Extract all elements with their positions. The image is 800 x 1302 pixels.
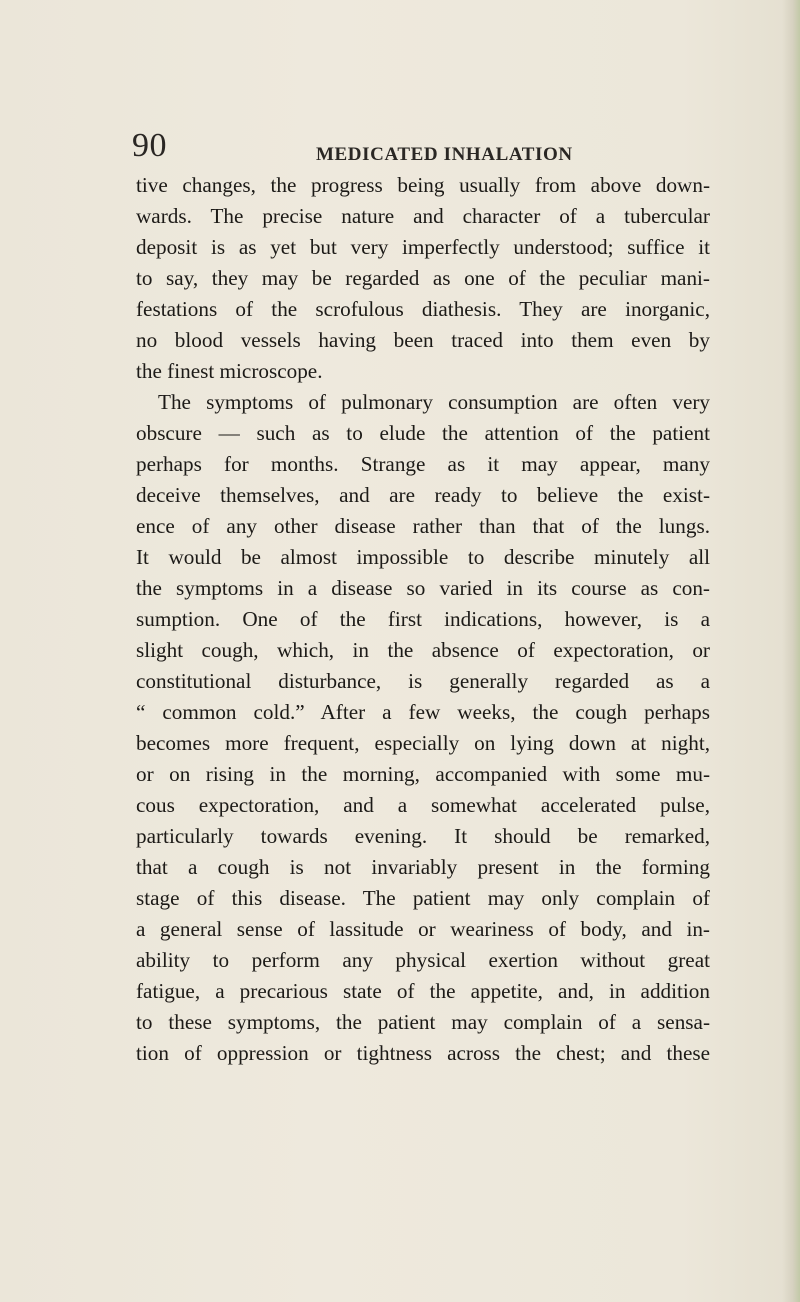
text-line: tive changes, the progress being usually from above down- bbox=[136, 173, 710, 197]
text-line: deposit is as yet but very imperfectly understood; suffice it bbox=[136, 235, 710, 259]
text-line: ability to perform any physical exertion without great bbox=[136, 948, 710, 972]
text-line: wards. The precise nature and character of a tubercular bbox=[136, 204, 710, 228]
text-line: perhaps for months. Strange as it may appear, many bbox=[136, 452, 710, 476]
running-title: MEDICATED INHALATION bbox=[316, 144, 573, 165]
text-line: slight cough, which, in the absence of expectoration, or bbox=[136, 638, 710, 662]
text-line: cous expectoration, and a somewhat accelerated pulse, bbox=[136, 793, 710, 817]
text-line: particularly towards evening. It should be remarked, bbox=[136, 824, 710, 848]
page-edge-shadow bbox=[782, 0, 800, 1302]
text-line: a general sense of lassitude or weariness of body, and in- bbox=[136, 917, 710, 941]
text-line: constitutional disturbance, is generally regarded as a bbox=[136, 669, 710, 693]
text-line: It would be almost impossible to describe minutely all bbox=[136, 545, 710, 569]
text-line: the finest microscope. bbox=[136, 359, 323, 383]
text-line: ence of any other disease rather than that of the lungs. bbox=[136, 514, 710, 538]
text-line: The symptoms of pulmonary consumption are often very bbox=[158, 390, 710, 414]
text-line: to these symptoms, the patient may complain of a sensa- bbox=[136, 1010, 710, 1034]
body-text bbox=[136, 170, 710, 1069]
text-line: the symptoms in a disease so varied in its course as con- bbox=[136, 576, 710, 600]
text-line: deceive themselves, and are ready to believe the exist- bbox=[136, 483, 710, 507]
page-number: 90 bbox=[132, 127, 167, 164]
text-line: tion of oppression or tightness across the chest; and these bbox=[136, 1041, 710, 1065]
text-line: stage of this disease. The patient may only complain of bbox=[136, 886, 710, 910]
text-line: obscure — such as to elude the attention of the patient bbox=[136, 421, 710, 445]
text-line: “ common cold.” After a few weeks, the cough perhaps bbox=[136, 700, 710, 724]
text-line: fatigue, a precarious state of the appetite, and, in addition bbox=[136, 979, 710, 1003]
text-line: no blood vessels having been traced into them even by bbox=[136, 328, 710, 352]
text-line: that a cough is not invariably present in the forming bbox=[136, 855, 710, 879]
text-line: sumption. One of the first indications, however, is a bbox=[136, 607, 710, 631]
text-line: becomes more frequent, especially on lying down at night, bbox=[136, 731, 710, 755]
text-line: festations of the scrofulous diathesis. They are inorganic, bbox=[136, 297, 710, 321]
text-line: to say, they may be regarded as one of the peculiar mani- bbox=[136, 266, 710, 290]
text-line: or on rising in the morning, accompanied with some mu- bbox=[136, 762, 710, 786]
